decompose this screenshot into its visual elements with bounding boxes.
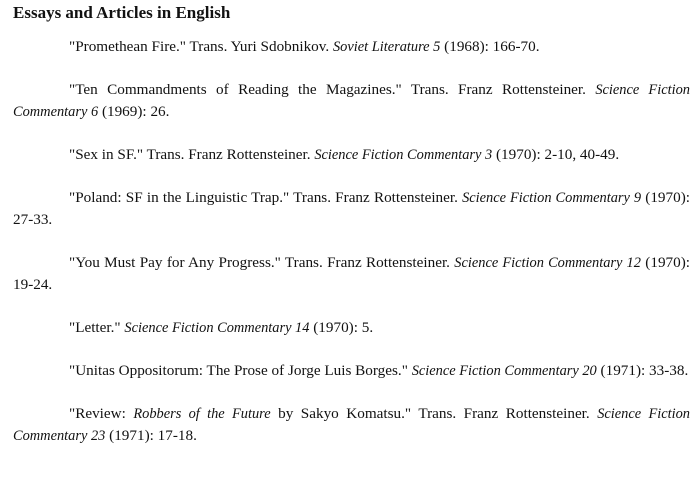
bibliography-entry — [13, 144, 690, 166]
journal-title: Science Fiction Commentary 6 — [13, 82, 690, 120]
journal-title: Science Fiction Commentary 20 — [411, 363, 597, 379]
section-heading: Essays and Articles in English — [13, 3, 231, 22]
entry-text: (1971): 17-18. — [105, 427, 197, 444]
bibliography-entry — [13, 79, 690, 123]
entry-text: (1969): 26. — [98, 103, 170, 120]
bibliography-entry — [13, 36, 690, 58]
entry-text: "Letter." — [69, 319, 125, 336]
bibliography-entry — [13, 317, 690, 339]
book-title: Robbers of the Future — [133, 406, 271, 422]
journal-title: Soviet Literature 5 — [332, 39, 441, 55]
entry-text: (1970): 27-33. — [13, 189, 690, 228]
journal-title: Science Fiction Commentary 14 — [124, 320, 310, 336]
bibliography-entry — [13, 187, 690, 231]
journal-title: Science Fiction Commentary 3 — [314, 147, 493, 163]
entry-text: "Promethean Fire." Trans. Yuri Sdobnikov. — [69, 38, 333, 55]
entry-text: "Sex in SF." Trans. Franz Rottensteiner. — [69, 146, 315, 163]
entry-text: "Ten Commandments of Reading the Magazines." Trans. Franz Rottensteiner. — [69, 81, 596, 98]
entry-text: (1968): 166-70. — [440, 38, 540, 55]
bibliography-entry — [13, 360, 690, 382]
entry-text: "Unitas Oppositorum: The Prose of Jorge Luis Borges." — [69, 362, 412, 379]
entry-text: "Review: — [69, 405, 134, 422]
bibliography-entry — [13, 252, 690, 296]
entry-text: (1970): 5. — [309, 319, 374, 336]
bibliography-entry — [13, 403, 690, 447]
entry-text: by Sakyo Komatsu." Trans. Franz Rottensteiner. — [270, 405, 598, 422]
entry-text: "Poland: SF in the Linguistic Trap." Trans. Franz Rottensteiner. — [69, 189, 463, 206]
entry-text: (1970): 2-10, 40-49. — [492, 146, 620, 163]
journal-title: Science Fiction Commentary 23 — [13, 406, 691, 444]
journal-title: Science Fiction Commentary 9 — [462, 190, 642, 206]
entry-text: (1970): 19-24. — [13, 254, 690, 293]
entry-text: (1971): 33-38. — [596, 362, 689, 379]
entry-text: "You Must Pay for Any Progress." Trans. Franz Rottensteiner. — [69, 254, 455, 271]
journal-title: Science Fiction Commentary 12 — [454, 255, 641, 271]
